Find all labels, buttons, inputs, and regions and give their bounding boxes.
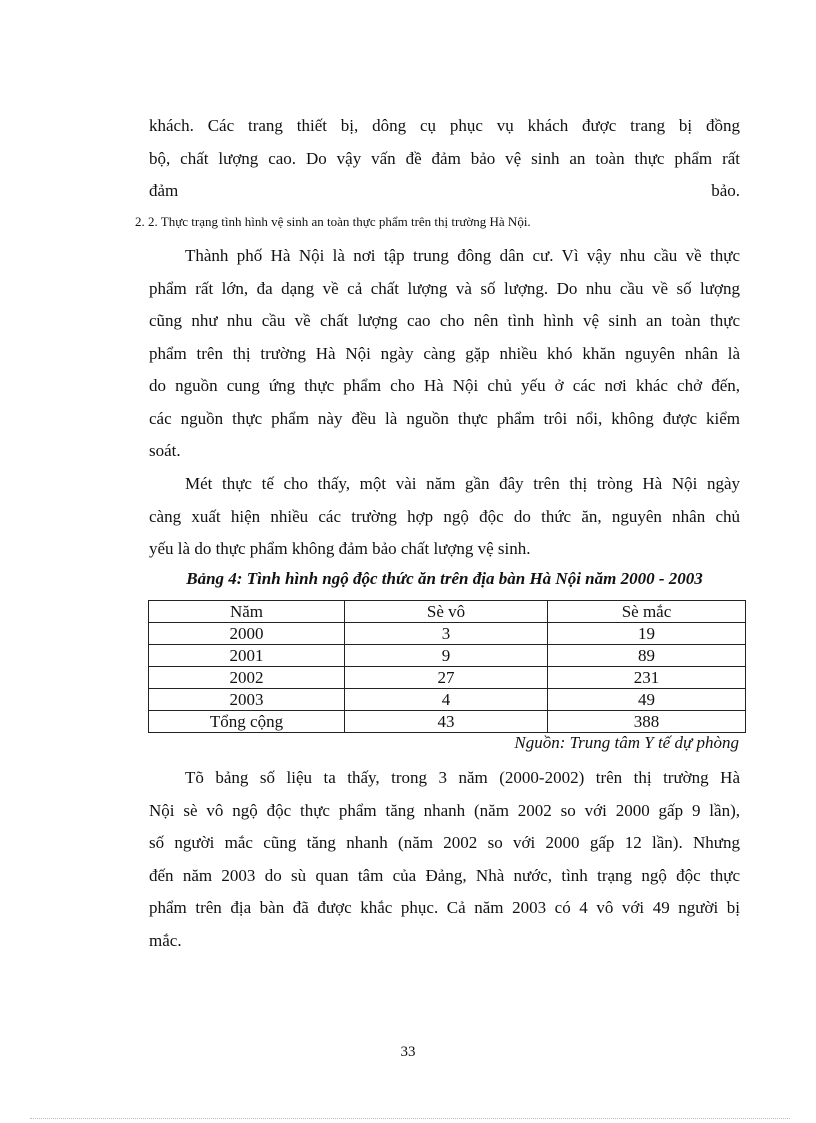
- paragraph-line: Tõ bảng số liệu ta thấy, trong 3 năm (2000-2002) trên thị trường Hà: [185, 768, 740, 787]
- table-source: Nguồn: Trung tâm Y tế dự phòng: [514, 733, 739, 752]
- page-number: 33: [400, 1044, 416, 1060]
- table-cell: Tổng cộng: [149, 711, 345, 733]
- table-cell: 43: [345, 711, 548, 733]
- table-cell: 231: [548, 667, 746, 689]
- paragraph-3: [149, 468, 740, 566]
- table-cell: 2001: [149, 645, 345, 667]
- table-cell: 89: [548, 645, 746, 667]
- paragraph-line: đến năm 2003 do sù quan tâm của Đảng, Nhà nước, tình trạng ngộ độc thực: [149, 865, 740, 885]
- paragraph-line: khách. Các trang thiết bị, dông cụ phục vụ khách được trang bị đồng: [149, 116, 740, 135]
- paragraph-line: bộ, chất lượng cao. Do vậy vấn đề đảm bảo vệ sinh an toàn thực phẩm rất: [149, 148, 740, 168]
- paragraph-line: phẩm trên địa bàn đã được khắc phục. Cả năm 2003 có 4 vô với 49 người bị: [149, 898, 740, 917]
- section-heading: 2. 2. Thực trạng tình hình vệ sinh an toàn thực phẩm trên thị trường Hà Nội.: [135, 214, 531, 229]
- paragraph-line: càng xuất hiện nhiều các trường hợp ngộ độc do thức ăn, nguyên nhân chủ: [149, 506, 740, 526]
- table-cell: 388: [548, 711, 746, 733]
- table-caption: Bảng 4: Tình hình ngộ độc thức ăn trên địa bàn Hà Nội năm 2000 - 2003: [186, 569, 703, 588]
- table-row: [149, 689, 746, 711]
- table-cell: 49: [548, 689, 746, 711]
- table-cell: 27: [345, 667, 548, 689]
- table-cell: 3: [345, 623, 548, 645]
- paragraph-line: Nội sè vô ngộ độc thực phẩm tăng nhanh (năm 2002 so với 2000 gấp 9 lần),: [149, 800, 740, 820]
- paragraph-4: [149, 762, 740, 957]
- table-row: [149, 667, 746, 689]
- table-cell: 2002: [149, 667, 345, 689]
- paragraph-line: do nguồn cung ứng thực phẩm cho Hà Nội chủ yếu ở các nơi khác chở đến,: [149, 376, 740, 395]
- paragraph-1: [149, 110, 740, 208]
- table-cell: 4: [345, 689, 548, 711]
- paragraph-line: cũng như nhu cầu về chất lượng cao cho nên tình hình vệ sinh an toàn thực: [149, 311, 740, 330]
- table-row: [149, 645, 746, 667]
- paragraph-line: phẩm rất lớn, đa dạng về cả chất lượng và số lượng. Do nhu cầu về số lượng: [149, 278, 740, 298]
- paragraph-word: bảo.: [711, 181, 740, 200]
- paragraph-line: các nguồn thực phẩm này đều là nguồn thực phẩm trôi nổi, không được kiểm: [149, 408, 740, 428]
- footer-divider: [30, 1118, 790, 1119]
- table-header-cell: Năm: [149, 601, 345, 623]
- paragraph-line: mắc.: [149, 930, 182, 950]
- table-cell: 19: [548, 623, 746, 645]
- paragraph-line: Thành phố Hà Nội là nơi tập trung đông dân cư. Vì vậy nhu cầu về thực: [185, 246, 740, 265]
- table-cell: 2000: [149, 623, 345, 645]
- table-cell: 2003: [149, 689, 345, 711]
- table-header-row: [149, 601, 746, 623]
- paragraph-2: [149, 240, 740, 468]
- table-cell: 9: [345, 645, 548, 667]
- paragraph-line: [149, 175, 740, 208]
- paragraph-line: soát.: [149, 441, 181, 460]
- table-header-cell: Sè mắc: [548, 601, 746, 623]
- paragraph-word: đảm: [149, 181, 179, 200]
- paragraph-line: phẩm trên thị trường Hà Nội ngày càng gặp nhiều khó khăn nguyên nhân là: [149, 343, 740, 363]
- paragraph-line: Mét thực tế cho thấy, một vài năm gần đây trên thị tròng Hà Nội ngày: [185, 474, 740, 493]
- paragraph-line: yếu là do thực phẩm không đảm bảo chất lượng vệ sinh.: [149, 539, 531, 558]
- poisoning-table: [148, 600, 746, 733]
- table-header-cell: Sè vô: [345, 601, 548, 623]
- table-total-row: [149, 711, 746, 733]
- table-row: [149, 623, 746, 645]
- paragraph-line: số người mắc cũng tăng nhanh (năm 2002 so với 2000 gấp 12 lần). Nhưng: [149, 833, 740, 852]
